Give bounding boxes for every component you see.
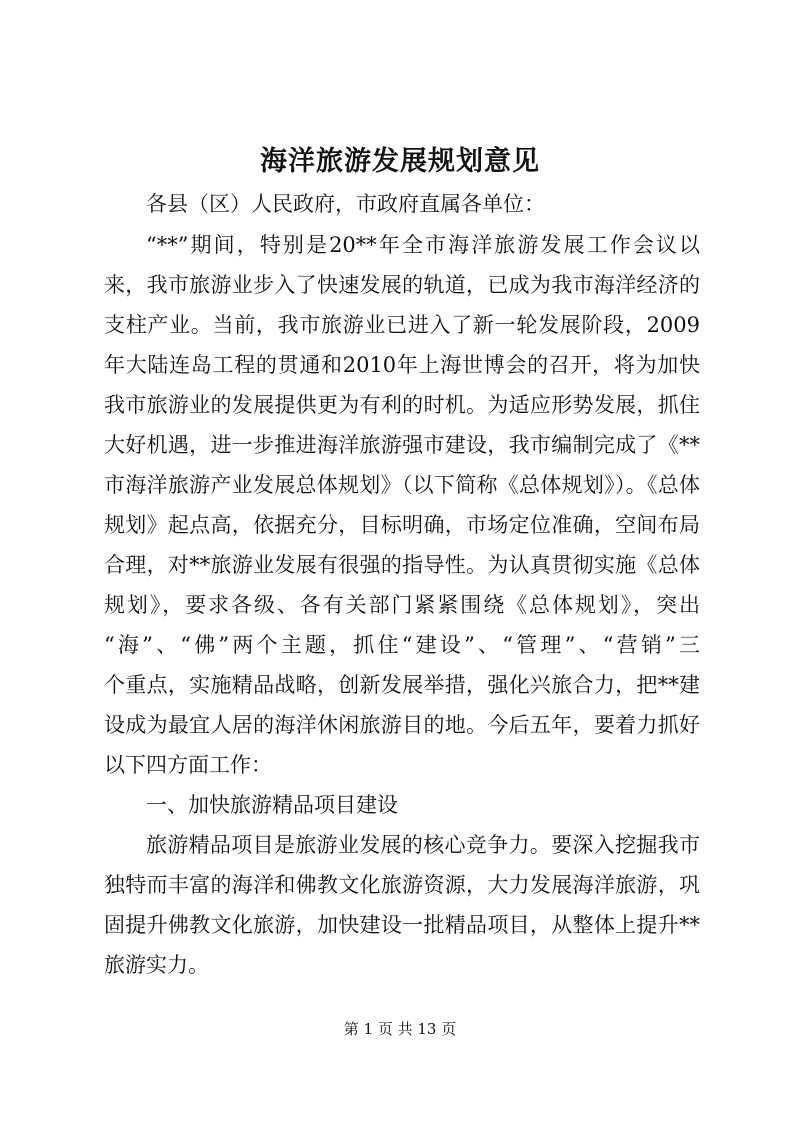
paragraph-line: “**”期间，特别是20**年全市海洋旅游发展工作会议以 — [146, 233, 700, 257]
paragraph-line: 独特而丰富的海洋和佛教文化旅游资源，大力发展海洋旅游，巩 — [104, 873, 700, 897]
page-number: 第 1 页 共 13 页 — [343, 1020, 457, 1038]
paragraph-line: 规划》起点高，依据充分，目标明确，市场定位准确，空间布局 — [104, 513, 700, 537]
paragraph-line: 旅游精品项目是旅游业发展的核心竞争力。要深入挖掘我市 — [146, 833, 700, 857]
paragraph-line: 市海洋旅游产业发展总体规划》（以下简称《总体规划》）。《总体 — [104, 473, 700, 497]
paragraph-line: 以下四方面工作： — [104, 753, 272, 777]
paragraph-line: 旅游实力。 — [104, 953, 209, 977]
salutation: 各县（区）人民政府，市政府直属各单位： — [146, 192, 545, 216]
paragraph-line: 规划》，要求各级、各有关部门紧紧围绕《总体规划》，突出 — [104, 593, 700, 617]
paragraph-line: 年大陆连岛工程的贯通和2010年上海世博会的召开，将为加快 — [104, 353, 700, 377]
paragraph-line: 支柱产业。当前，我市旅游业已进入了新一轮发展阶段，2009 — [104, 313, 700, 337]
paragraph-line: 大好机遇，进一步推进海洋旅游强市建设，我市编制完成了《** — [104, 433, 700, 457]
paragraph-line: “海”、“佛”两个主题，抓住“建设”、“管理”、“营销”三 — [104, 633, 700, 657]
document-title: 海洋旅游发展规划意见 — [260, 146, 540, 177]
paragraph-line: 设成为最宜人居的海洋休闲旅游目的地。今后五年，要着力抓好 — [104, 713, 700, 737]
paragraph-line: 我市旅游业的发展提供更为有利的时机。为适应形势发展，抓住 — [104, 393, 700, 417]
paragraph-line: 固提升佛教文化旅游，加快建设一批精品项目，从整体上提升** — [104, 913, 700, 937]
paragraph-line: 合理，对**旅游业发展有很强的指导性。为认真贯彻实施《总体 — [104, 553, 700, 577]
section-heading: 一、加快旅游精品项目建设 — [146, 793, 398, 817]
paragraph-line: 来，我市旅游业步入了快速发展的轨道，已成为我市海洋经济的 — [104, 273, 700, 297]
paragraph-line: 个重点，实施精品战略，创新发展举措，强化兴旅合力，把**建 — [104, 673, 700, 697]
